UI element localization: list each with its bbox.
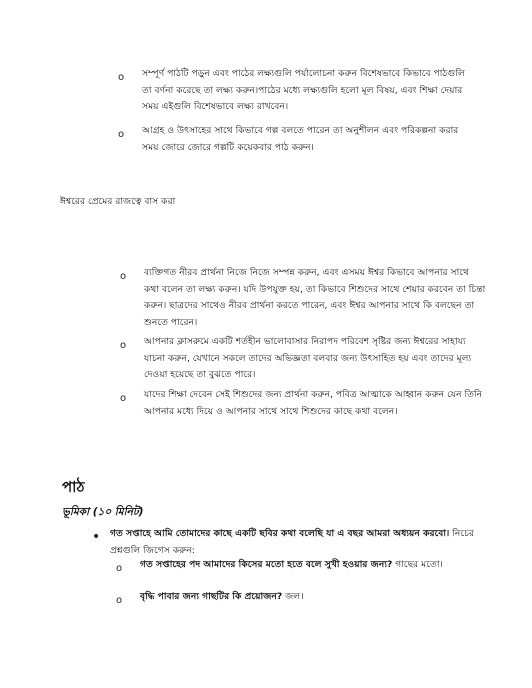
- section-heading: ঈশ্বরের প্রেমের রাজত্বে বাস করা: [60, 196, 176, 207]
- intro-bold-text: গত সপ্তাহে আমি তোমাদের কাছে একটি ছবির কথা বলেছি যা এ বছর আমরা অধ্যয়ন করবো।: [110, 528, 450, 539]
- list-item: আগ্রহ ও উৎসাহের সাথে কিভাবে গল্প বলতে পারেন তা অনুশীলন এবং পরিকল্পনা করার সময় জোরে জোরে গল্পটি কয়েকবার পাঠ করুন।: [142, 125, 459, 153]
- hollow-bullet-icon: o: [120, 271, 127, 282]
- hollow-bullet-icon: o: [118, 129, 125, 140]
- hollow-bullet-icon: o: [120, 393, 127, 404]
- question-item: [140, 557, 510, 574]
- hollow-bullet-icon: o: [118, 72, 125, 83]
- hollow-bullet-icon: o: [116, 563, 123, 574]
- hollow-bullet-icon: o: [116, 595, 123, 606]
- page-title: পাঠ: [62, 478, 85, 496]
- question-text: গত সপ্তাহের পদ আমাদের কিসের মতো হতে বলে সুখী হওয়ার জন্য?: [140, 559, 393, 570]
- question-text: বৃদ্ধি পাবার জন্য গাছটির কি প্রয়োজন?: [140, 591, 283, 602]
- section-subtitle: ভূমিকা (১০ মিনিট): [62, 506, 144, 518]
- list-item: আপনার ক্লাসরুমে একটি শর্তহীন ভালোবাসার নিরাপদ পরিবেশ সৃষ্টির জন্য ঈশ্বরের সাহায্য যাচনা করুন, যেখানে সকলে তাদের অভিজ্ঞতা বলবার জন্য উৎসাহিত হয় এবং তাদের মূল্য দেওয়া হয়েছে তা বুঝতে পারে।: [144, 336, 472, 380]
- list-item: ব্যক্তিগত নীরব প্রার্থনা নিজে নিজে সম্পন্ন করুন, এবং এসময় ঈশ্বর কিভাবে আপনার সাথে কথা বলেন তা লক্ষ্য করুন। যদি উপযুক্ত হয়, তা কিভাবে শিশুদের সাথে শেয়ার করবেন তা চিন্তা করুন। ছাত্রদের সাথেও নীরব প্রার্থনা করতে পারেন, এবং ঈশ্বর আপনার সাথে কি বলছেন তা শুনতে পারেন।: [144, 267, 486, 328]
- answer-text: গাছের মতো।: [392, 559, 443, 570]
- filled-bullet-icon: •: [92, 529, 101, 545]
- intro-normal-text: নিচের প্রশ্নগুলি জিগেস করুন:: [110, 528, 475, 556]
- question-item: [140, 589, 510, 606]
- intro-item: [110, 526, 490, 559]
- hollow-bullet-icon: o: [120, 340, 127, 351]
- list-item: সম্পূর্ণ পাঠটি পড়ুন এবং পাঠের লক্ষ্যগুলি পর্যালোচনা করুন বিশেষভাবে কিভাবে পাঠগুলি তা বর্ণনা করেছে তা লক্ষ্য করুন।পাঠের মধ্যে লক্ষ্যগুলি হলো মূল বিষয়, এবং শিক্ষা দেয়ার সময় এইগুলি বিশেষভাবে লক্ষ্য রাখবেন।: [142, 68, 465, 112]
- list-item: যাদের শিক্ষা দেবেন সেই শিশুদের জন্য প্রার্থনা করুন, পবিত্র আত্মাকে আহ্বান করুন যেন তিনি আপনার মধ্যে দিয়ে ও আপনার সাথে সাথে শিশুদের কাছে কথা বলেন।: [144, 389, 483, 417]
- answer-text: জল।: [282, 591, 304, 602]
